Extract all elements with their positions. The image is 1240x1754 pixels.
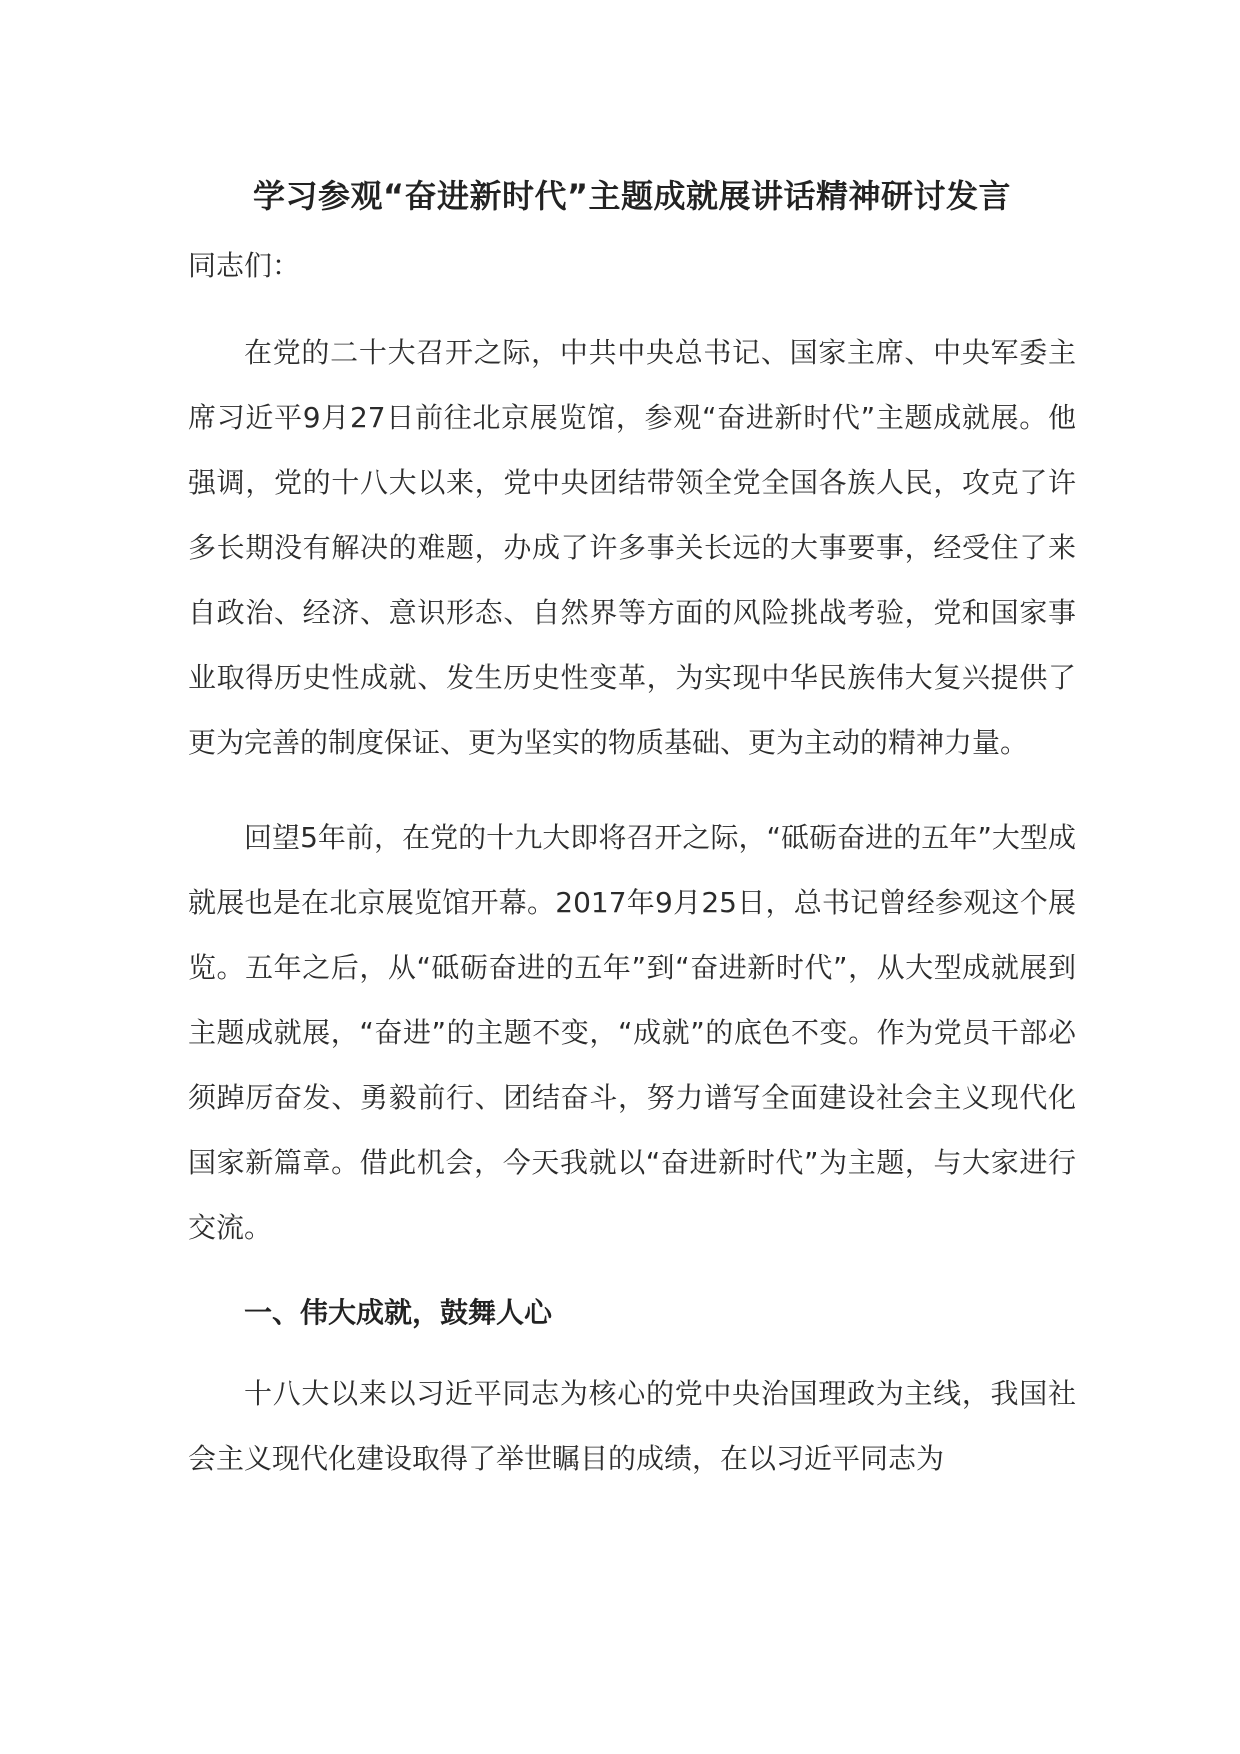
paragraph-2: 回望5年前，在党的十九大即将召开之际，“砥砺奋进的五年”大型成就展也是在北京展览馆开幕。2017年9月25日，总书记曾经参观这个展览。五年之后，从“砥砺奋进的五年”到“奋进新时代”，从大型成就展到主题成就展，“奋进”的主题不变，“成就”的底色不变。作为党员干部必须踔厉奋发、勇毅前行、团结奋斗，努力谱写全面建设社会主义现代化国家新篇章。借此机会，今天我就以“奋进新时代”为主题，与大家进行交流。 (188, 821, 1076, 1244)
paragraph-1: 在党的二十大召开之际，中共中央总书记、国家主席、中央军委主席习近平9月27日前往北京展览馆，参观“奋进新时代”主题成就展。他强调，党的十八大以来，党中央团结带领全党全国各族人民，攻克了许多长期没有解决的难题，办成了许多事关长远的大事要事，经受住了来自政治、经济、意识形态、自然界等方面的风险挑战考验，党和国家事业取得历史性成就、发生历史性变革，为实现中华民族伟大复兴提供了更为完善的制度保证、更为坚实的物质基础、更为主动的精神力量。 (188, 336, 1076, 759)
section-paragraph: 十八大以来以习近平同志为核心的党中央治国理政为主线，我国社会主义现代化建设取得了举世瞩目的成绩，在以习近平同志为 (188, 1377, 1076, 1475)
document-title: 学习参观“奋进新时代”主题成就展讲话精神研讨发言 (252, 177, 1012, 215)
section-heading: 一、伟大成就，鼓舞人心 (244, 1296, 553, 1329)
salutation: 同志们： (188, 249, 301, 282)
document-page (188, 170, 1076, 1491)
